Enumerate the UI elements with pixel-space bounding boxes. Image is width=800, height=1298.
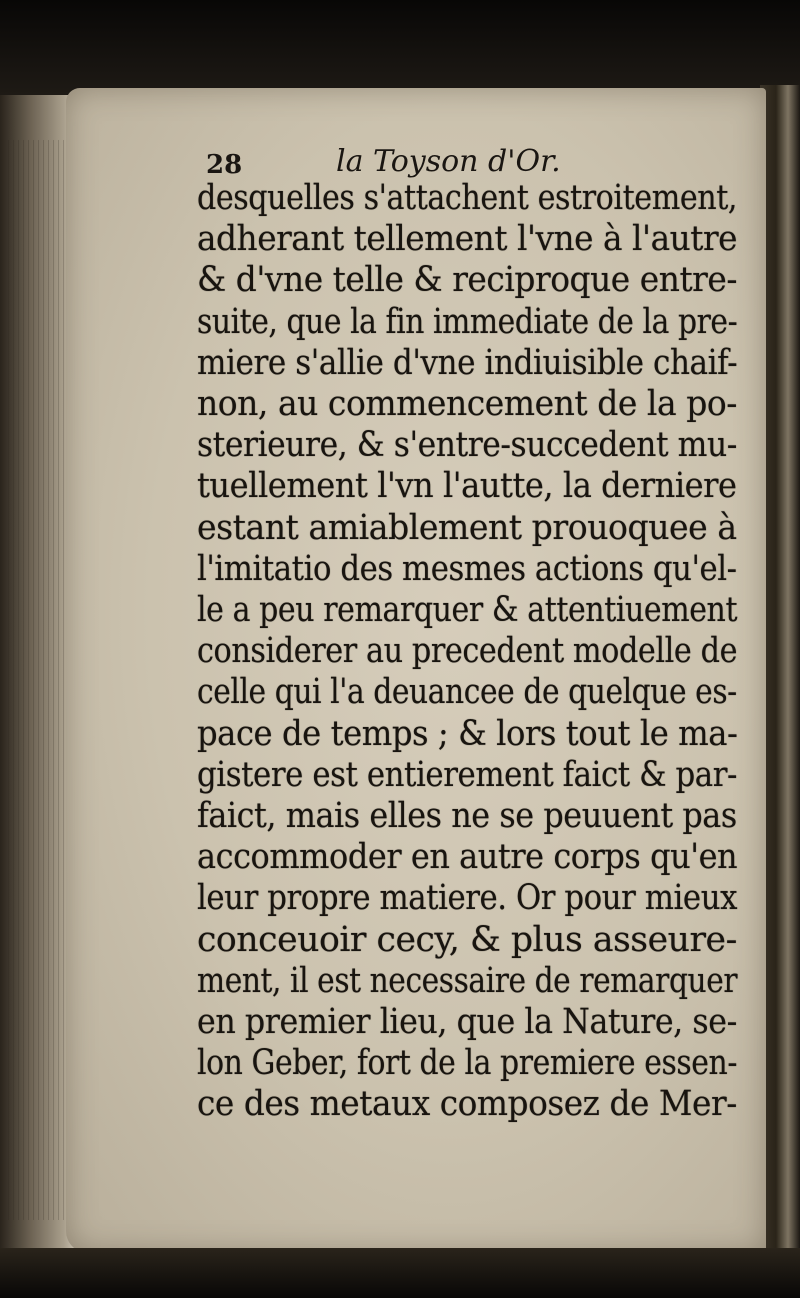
page-header	[206, 138, 726, 178]
text-line: estant amiablement prouoquee à	[197, 507, 737, 548]
body-text	[197, 178, 737, 1126]
text-line: non, au commencement de la po-	[197, 384, 737, 425]
text-line: sterieure, & s'entre-succedent mu-	[197, 425, 737, 466]
text-line: celle qui l'a deuancee de quelque es-	[197, 672, 737, 713]
page-stack-lines	[8, 140, 68, 1220]
text-line: le a peu remarquer & attentiuement	[197, 590, 738, 631]
text-line: lon Geber, fort de la premiere essen-	[197, 1043, 737, 1084]
text-line: conceuoir cecy, & plus asseure-	[197, 919, 737, 960]
text-line: tuellement l'vn l'autte, la derniere	[197, 466, 737, 507]
text-line: ment, il est necessaire de remarquer	[197, 960, 738, 1001]
text-line: leur propre matiere. Or pour mieux	[197, 878, 738, 919]
text-line: desquelles s'attachent estroitement,	[197, 178, 738, 218]
text-line: miere s'allie d'vne indiuisible chaif-	[197, 342, 738, 383]
text-line: ce des metaux composez de Mer-	[197, 1084, 737, 1125]
text-line: suite, que la fin immediate de la pre-	[197, 301, 738, 342]
page-number: 28	[206, 150, 243, 180]
text-line: & d'vne telle & reciproque entre-	[197, 260, 738, 301]
top-shadow	[0, 0, 800, 95]
text-line: adherant tellement l'vne à l'autre	[197, 219, 738, 260]
text-line: considerer au precedent modelle de	[197, 631, 738, 672]
bottom-shadow	[0, 1248, 800, 1298]
text-line: faict, mais elles ne se peuuent pas	[197, 796, 737, 837]
text-line: accommoder en autre corps qu'en	[197, 837, 738, 878]
text-line: pace de temps ; & lors tout le ma-	[197, 713, 738, 754]
text-line: gistere est entierement faict & par-	[197, 754, 737, 795]
text-line: en premier lieu, que la Nature, se-	[197, 1002, 737, 1043]
text-line: l'imitatio des mesmes actions qu'el-	[197, 548, 737, 589]
book-right-edge	[760, 85, 800, 1265]
running-title: la Toyson d'Or.	[336, 144, 561, 179]
